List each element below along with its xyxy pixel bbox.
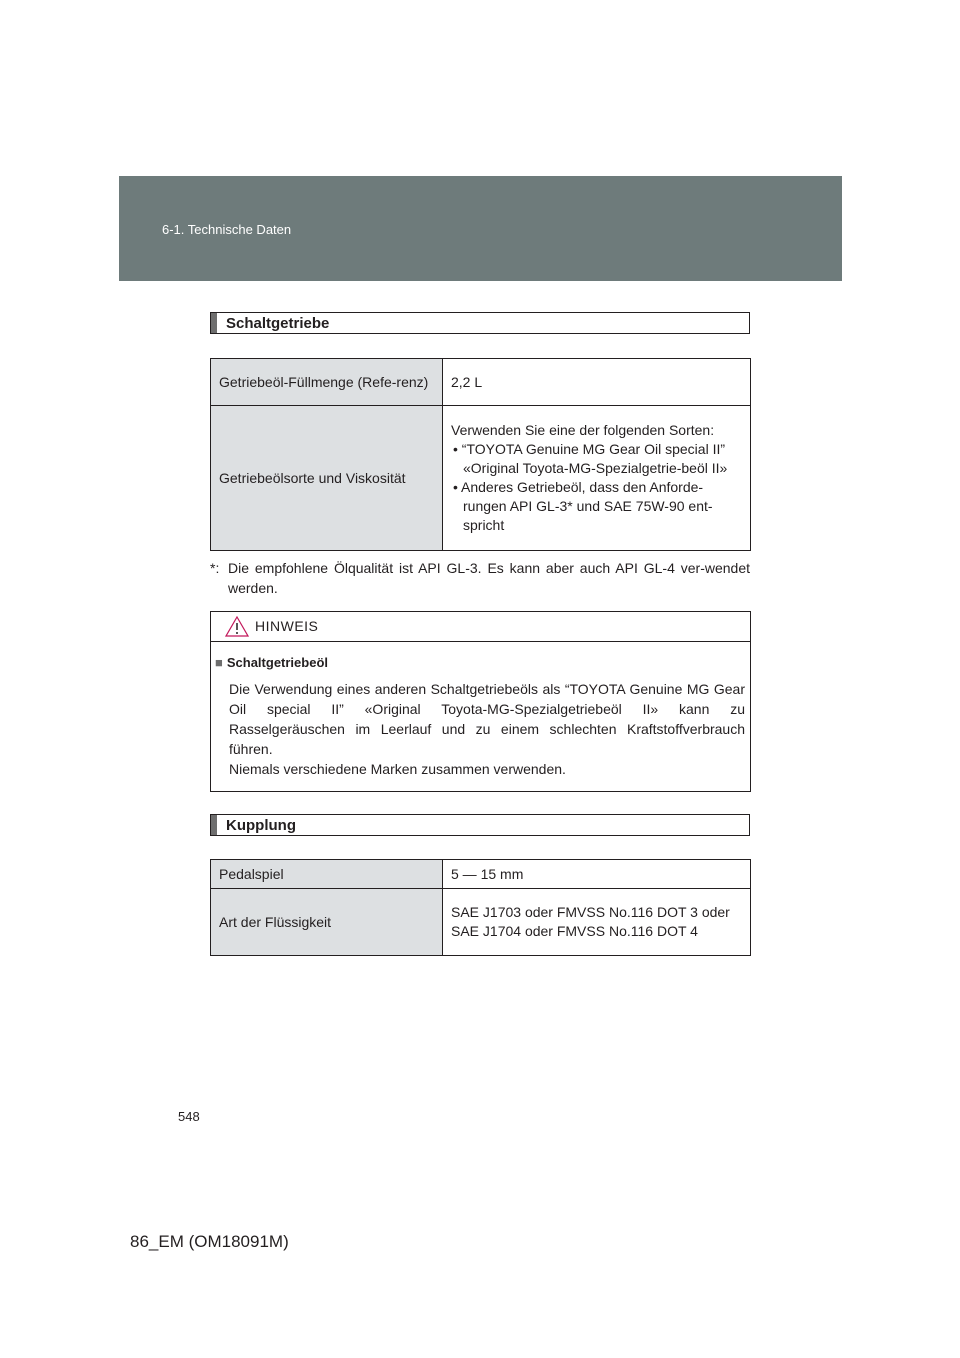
value-intro: Verwenden Sie eine der folgenden Sorten: — [451, 422, 715, 438]
kupplung-table — [210, 859, 751, 956]
list-item: • Anderes Getriebeöl, dass den Anforde-rungen API GL-3* und SAE 75W-90 ent-spricht — [453, 479, 713, 533]
section-breadcrumb: 6-1. Technische Daten — [162, 222, 292, 237]
footnote — [210, 558, 750, 598]
row-label: Getriebeöl-Füllmenge (Refe-renz) — [211, 359, 443, 406]
heading-accent-bar — [211, 815, 217, 835]
notice-subtitle — [215, 655, 328, 670]
table-row — [211, 889, 751, 956]
square-bullet-icon: ■ — [215, 655, 223, 670]
footnote-text: Die empfohlene Ölqualität ist API GL-3. Es kann aber auch API GL-4 ver-wendet werden. — [228, 560, 750, 596]
notice-header — [211, 612, 750, 642]
row-value: 5 — 15 mm — [443, 860, 751, 889]
row-label: Pedalspiel — [211, 860, 443, 889]
notice-subtitle-text: Schaltgetriebeöl — [226, 655, 328, 670]
table-row — [211, 359, 751, 406]
table-row — [211, 860, 751, 889]
row-value: SAE J1703 oder FMVSS No.116 DOT 3 oder SAE J1704 oder FMVSS No.116 DOT 4 — [443, 889, 751, 956]
row-label: Art der Flüssigkeit — [211, 889, 443, 956]
page-number: 548 — [178, 1109, 200, 1124]
section-heading-kupplung — [210, 814, 750, 836]
table-row — [211, 406, 751, 551]
schaltgetriebe-table — [210, 358, 751, 551]
notice-title: HINWEIS — [255, 618, 319, 634]
document-code: 86_EM (OM18091M) — [130, 1232, 289, 1251]
list-item: • “TOYOTA Genuine MG Gear Oil special II” «Original Toyota-MG-Spezialgetrie-beöl II» — [453, 441, 728, 476]
warning-triangle-icon — [225, 616, 249, 637]
row-value: 2,2 L — [443, 359, 751, 406]
section-heading-schaltgetriebe — [210, 312, 750, 334]
section-title: Schaltgetriebe — [226, 315, 330, 332]
notice-paragraph: Die Verwendung eines anderen Schaltgetriebeöls als “TOYOTA Genuine MG Gear Oil special II” «Original Toyota-MG-Spezialgetriebeöl II» kann zu Rasselgeräuschen im Leerlauf und zu einem schlechten Kraftstoffverbrauch führen. — [229, 681, 745, 757]
row-label: Getriebeölsorte und Viskosität — [211, 406, 443, 551]
notice-paragraph: Niemals verschiedene Marken zusammen verwenden. — [229, 761, 566, 777]
notice-box — [210, 611, 751, 792]
section-title: Kupplung — [226, 817, 296, 834]
header-band — [119, 176, 842, 281]
heading-accent-bar — [211, 313, 217, 333]
notice-body — [229, 679, 745, 779]
row-value — [443, 406, 751, 551]
footnote-mark: *: — [210, 560, 220, 576]
